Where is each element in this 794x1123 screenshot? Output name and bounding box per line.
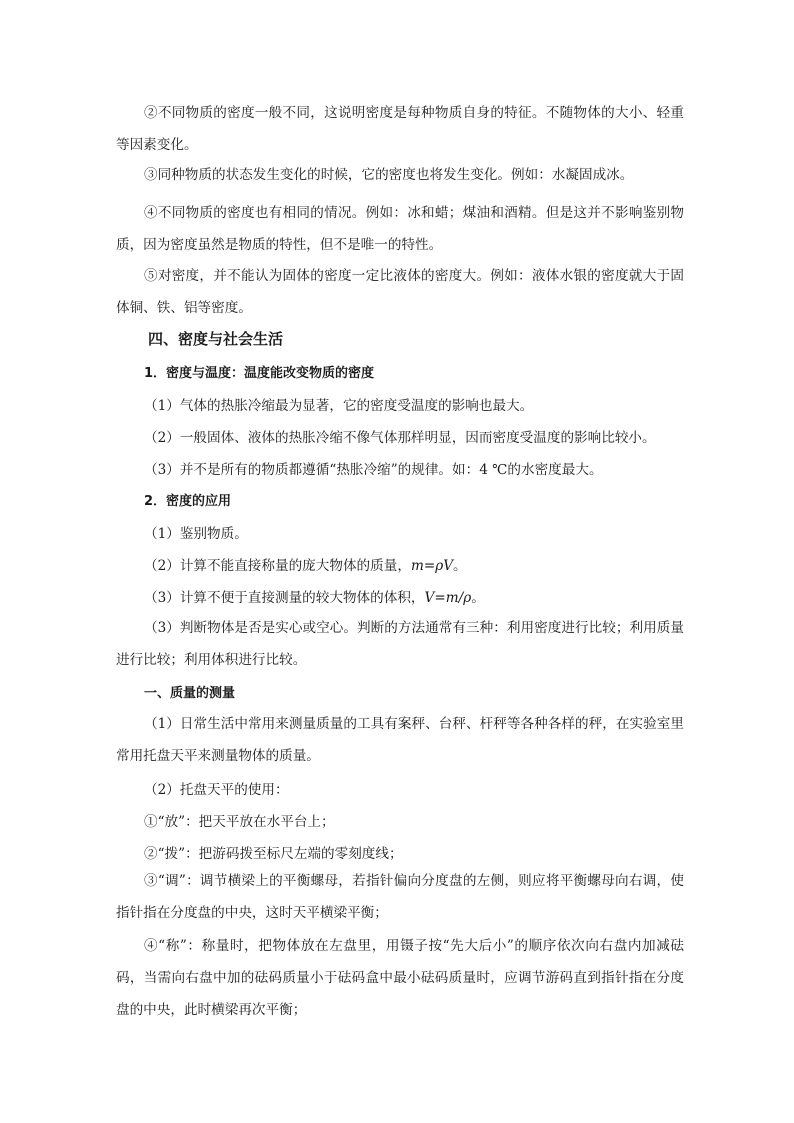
paragraph-balance-usage: （2）托盘天平的使用： bbox=[144, 782, 289, 798]
section-heading-density-society: 四、密度与社会生活 bbox=[148, 330, 284, 348]
subheading-density-temperature: 1．密度与温度：温度能改变物质的密度 bbox=[144, 366, 375, 381]
step-move-rider: ②“拨”：把游码拨至标尺左端的零刻度线； bbox=[144, 846, 403, 862]
paragraph-density-characteristic: ②不同物质的密度一般不同，这说明密度是每种物质自身的特征。不随物体的大小、轻重等因素变化。 bbox=[116, 105, 684, 153]
list-item-volume: （3）计算不便于直接测量的较大物体的体积，V=m/ρ。 bbox=[144, 590, 485, 606]
subheading-density-application: 2．密度的应用 bbox=[144, 494, 232, 509]
list-item: （1）鉴别物质。 bbox=[144, 526, 248, 542]
step-weigh: ④“称”：称量时，把物体放在左盘里，用镊子按“先大后小”的顺序依次向右盘内加减砝码，当需向右盘中加的砝码质量小于砝码盒中最小砝码质量时，应调节游码直到指针指在分度盘的中央，此时横梁再次平衡； bbox=[116, 938, 684, 1018]
paragraph-same-density: ④不同物质的密度也有相同的情况。例如：冰和蜡；煤油和酒精。但是这并不影响鉴别物质，因为密度虽然是物质的特性，但不是唯一的特性。 bbox=[116, 205, 684, 253]
formula-volume: V=m/ρ bbox=[424, 590, 472, 606]
paragraph-mass-tools: （1）日常生活中常用来测量质量的工具有案秤、台秤、杆秤等各种各样的秤，在实验室里常用托盘天平来测量物体的质量。 bbox=[116, 716, 684, 764]
paragraph-solid-liquid: ⑤对密度，并不能认为固体的密度一定比液体的密度大。例如：液体水银的密度就大于固体铜、铁、铝等密度。 bbox=[116, 268, 684, 316]
step-adjust: ③“调”：调节横梁上的平衡螺母，若指针偏向分度盘的左侧，则应将平衡螺母向右调，使指针指在分度盘的中央，这时天平横梁平衡； bbox=[116, 873, 684, 921]
list-item: （1）气体的热胀冷缩最为显著，它的密度受温度的影响也最大。 bbox=[144, 398, 534, 414]
section-heading-mass-measurement: 一、质量的测量 bbox=[144, 686, 236, 701]
formula-mass: m=ρV bbox=[410, 558, 454, 574]
list-item: （2）一般固体、液体的热胀冷缩不像气体那样明显，因而密度受温度的影响比较小。 bbox=[144, 430, 656, 446]
paragraph-solid-hollow: （3）判断物体是否是实心或空心。判断的方法通常有三种：利用密度进行比较；利用质量进行比较；利用体积进行比较。 bbox=[116, 620, 684, 668]
paragraph-state-change: ③同种物质的状态发生变化的时候，它的密度也将发生变化。例如：水凝固成冰。 bbox=[144, 167, 634, 183]
list-item: （3）并不是所有的物质都遵循“热胀冷缩”的规律。如：4 ℃的水密度最大。 bbox=[144, 462, 603, 478]
list-item-mass: （2）计算不能直接称量的庞大物体的质量，m=ρV。 bbox=[144, 558, 467, 574]
step-place: ①“放”：把天平放在水平台上； bbox=[144, 814, 335, 830]
